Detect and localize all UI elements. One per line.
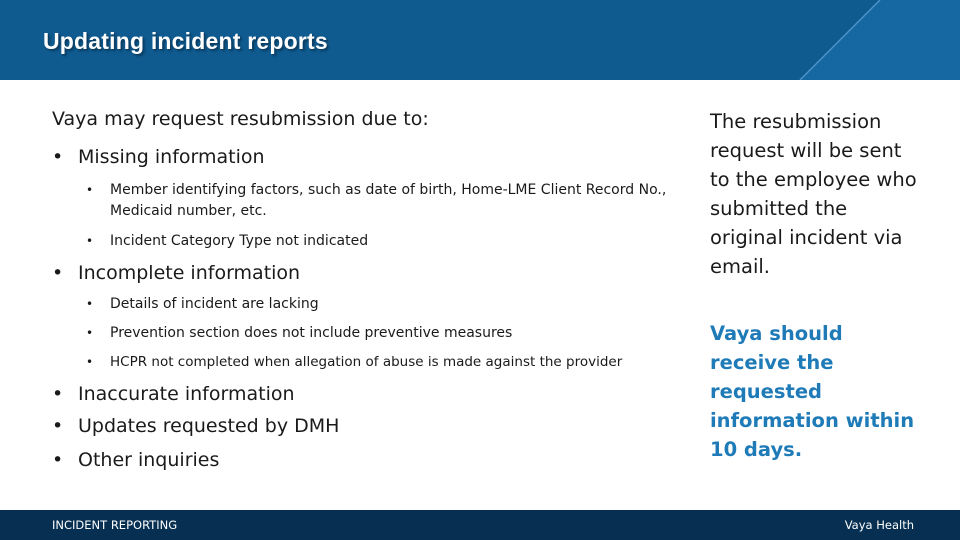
bullet-dot: • — [52, 146, 64, 168]
sub-bullet-dot: • — [86, 297, 94, 311]
sub-bullet-hcpr — [52, 352, 692, 373]
sub-bullet-text: Prevention section does not include preventive measures — [110, 325, 513, 341]
sub-bullet-member-identifying — [52, 180, 692, 222]
bullet-other-inquiries — [52, 449, 692, 471]
bullet-dot: • — [52, 415, 64, 437]
sub-bullet-dot: • — [86, 183, 94, 197]
sub-bullet-dot: • — [86, 355, 94, 369]
sub-bullet-dot: • — [86, 234, 94, 248]
sub-bullet-category-type — [52, 231, 692, 252]
bullet-dot: • — [52, 262, 64, 284]
list-heading: Vaya may request resubmission due to: — [52, 108, 429, 130]
sub-bullet-text: HCPR not completed when allegation of abuse is made against the provider — [110, 354, 623, 370]
bullet-text: Incomplete information — [78, 262, 301, 284]
resubmission-note: The resubmission request will be sent to the employee who submitted the original incident via email. — [710, 110, 917, 278]
bullet-dot: • — [52, 449, 64, 471]
bullet-incomplete-information — [52, 262, 692, 284]
bullet-text: Updates requested by DMH — [78, 415, 340, 437]
sub-bullet-prevention — [52, 323, 692, 344]
sub-bullet-text: Details of incident are lacking — [110, 296, 319, 312]
footer-bar — [0, 510, 960, 540]
header-diagonal-shape — [800, 0, 960, 80]
sub-bullet-text: Incident Category Type not indicated — [110, 233, 369, 249]
bullet-updates-dmh — [52, 415, 692, 437]
right-column — [710, 107, 925, 464]
bullet-text: Inaccurate information — [78, 383, 295, 405]
bullet-text: Missing information — [78, 146, 265, 168]
sub-bullet-text: Member identifying factors, such as date of birth, Home-LME Client Record No., Medicaid number, etc. — [110, 182, 667, 219]
slide-title: Updating incident reports — [43, 28, 328, 54]
footer-brand: Vaya Health — [844, 518, 914, 532]
left-column — [52, 108, 692, 471]
deadline-callout: Vaya should receive the requested information within 10 days. — [710, 322, 915, 461]
footer-section-label: INCIDENT REPORTING — [52, 518, 178, 532]
bullet-text: Other inquiries — [78, 449, 220, 471]
sub-bullet-dot: • — [86, 326, 94, 340]
bullet-missing-information — [52, 146, 692, 168]
bullet-dot: • — [52, 383, 64, 405]
bullet-inaccurate-information — [52, 383, 692, 405]
header-banner — [0, 0, 960, 80]
sub-bullet-details-lacking — [52, 294, 692, 315]
